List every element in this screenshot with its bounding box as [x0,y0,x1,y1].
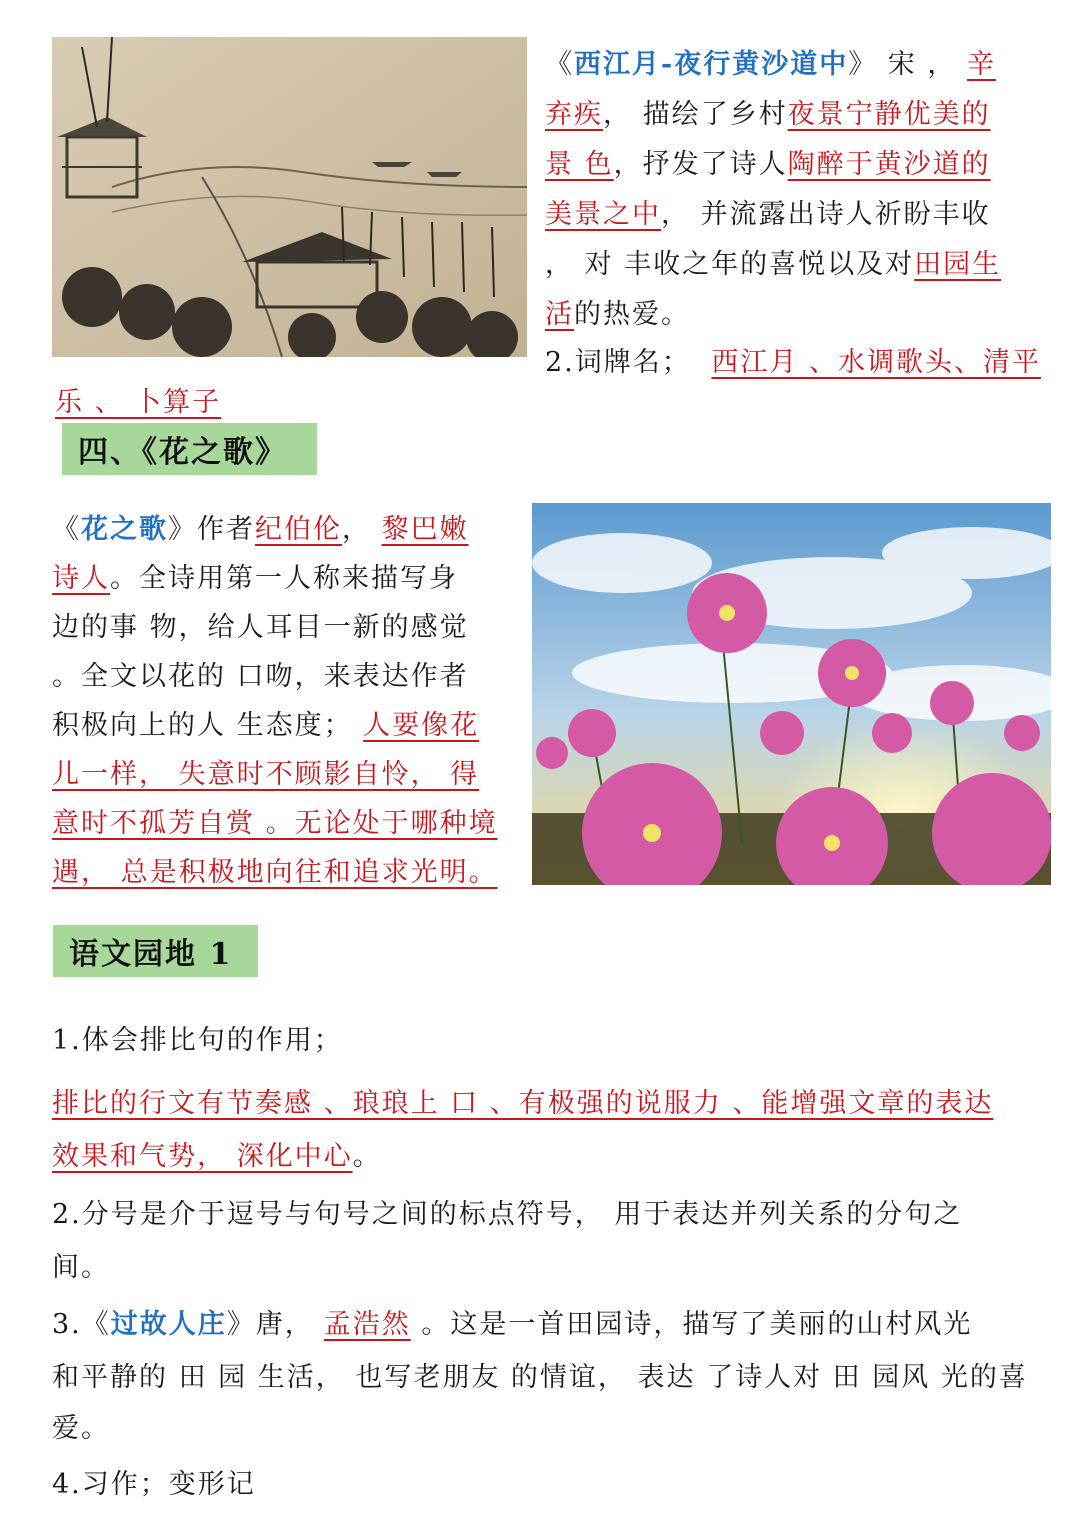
section4-line [52,750,522,799]
section4-line [52,652,522,701]
section4-line [52,701,522,750]
section4-segment: 边的事 物，给人耳目一新的感觉 [52,612,469,643]
poem1-segment: 陶醉于黄沙道的 [787,149,991,180]
q3-poem-title: 过故人庄 [110,1309,227,1340]
poem1-segment: 西江月-夜行黄沙道中 [574,49,849,80]
cipai-line-cont [55,380,221,419]
poem1-segment: 美景之中 [545,199,661,230]
poem1-segment: ， 并流露出诗人祈盼丰收 [661,199,991,230]
q3-dynasty: 》唐， [226,1309,314,1340]
garden-q1-answer-line2 [52,1134,382,1173]
q3-author: 孟浩然 [323,1309,411,1340]
garden-q3-line2: 和平静的 田 园 生活， 也写老朋友 的情谊， 表达 了诗人对 田 园风 光的喜 [52,1362,1028,1393]
poem1-line [545,190,1045,240]
poem1-line [545,90,1045,140]
garden-q4: 4.习作；变形记 [52,1469,256,1500]
section4-line [52,799,522,848]
section4-segment: 》作者 [168,514,255,545]
poem1-line [545,40,1045,90]
poem1-line [545,140,1045,190]
section4-segment: 意时不孤芳自赏 。无论处于哪种境 [52,808,498,839]
garden-heading-text: 语文园地 1 [69,937,233,972]
garden-heading [53,925,258,977]
poem1-segment: 夜景宁静优美的 [787,99,991,130]
garden-q1: 1.体会排比句的作用； [52,1025,343,1056]
q1-answer-text-2: 效果和气势， 深化中心 [52,1141,353,1172]
garden-q3-line1 [52,1302,972,1341]
garden-q2-line1: 2.分号是介于逗号与句号之间的标点符号， 用于表达并列关系的分句之 [52,1199,963,1230]
section4-segment: 诗人 [52,563,110,594]
q3-description: 。这是一首田园诗，描写了美丽的山村风光 [410,1309,973,1340]
cipai-value-cont: 乐 、 卜算子 [55,387,222,418]
poem1-line [545,240,1045,290]
section4-segment: 《 [52,514,81,545]
cipai-value: 西江月 、水调歌头、清平 [711,347,1041,378]
section4-segment: 积极向上的人 生态度； [52,710,364,741]
poem1-segment: ， 描绘了乡村 [603,99,788,130]
garden-q2-line2: 间。 [52,1252,110,1283]
section4-line [52,848,522,897]
section4-segment: 。全文以花的 口吻，来表达作者 [52,661,469,692]
poem1-line [545,290,1045,340]
section4-segment: 遇， 总是积极地向往和追求光明。 [52,857,498,888]
section4-heading [62,423,317,475]
cipai-line [545,340,1041,379]
poem1-segment: 活 [545,299,574,330]
q3-prefix: 3.《 [52,1309,111,1340]
section4-line [52,603,522,652]
ink-painting-image [52,37,527,357]
poem1-segment: 的热爱。 [574,299,690,330]
poem1-segment: 辛 [966,49,996,80]
poem1-segment: 《 [545,49,574,80]
section4-line [52,554,522,603]
poem1-segment: ，抒发了诗人 [613,149,788,180]
section4-segment: 儿一样， 失意时不顾影自怜， 得 [52,759,480,790]
poem1-segment: 》 宋 ， [848,49,967,80]
poem1-segment: 弃疾 [545,99,603,130]
cosmos-flower-image [532,503,1051,885]
section4-segment: 人要像花 [363,710,480,741]
section4-segment: ， [342,514,382,545]
q1-answer-text-1: 排比的行文有节奏感 、琅琅上 口 、有极强的说服力 、能增强文章的表达 [52,1088,994,1119]
q1-answer-end: 。 [352,1141,382,1172]
poem1-text-block [545,40,1045,340]
section4-segment: 。全诗用第一人称来描写身 [110,563,458,594]
section4-segment: 纪伯伦 [255,514,342,545]
section4-segment: 黎巴嫩 [381,514,469,545]
section4-heading-text: 四、《花之歌》 [78,435,287,470]
poem1-segment: ， 对 丰收之年的喜悦以及对 [545,249,915,280]
poem1-segment: 景 色 [545,149,614,180]
garden-q1-answer-line1 [52,1081,993,1120]
section4-text-block [52,505,522,897]
cipai-label: 2.词牌名； [545,347,691,378]
section4-segment: 花之歌 [81,514,168,545]
section4-line [52,505,522,554]
garden-q3-line3: 爱。 [52,1413,110,1444]
poem1-segment: 田园生 [914,249,1002,280]
